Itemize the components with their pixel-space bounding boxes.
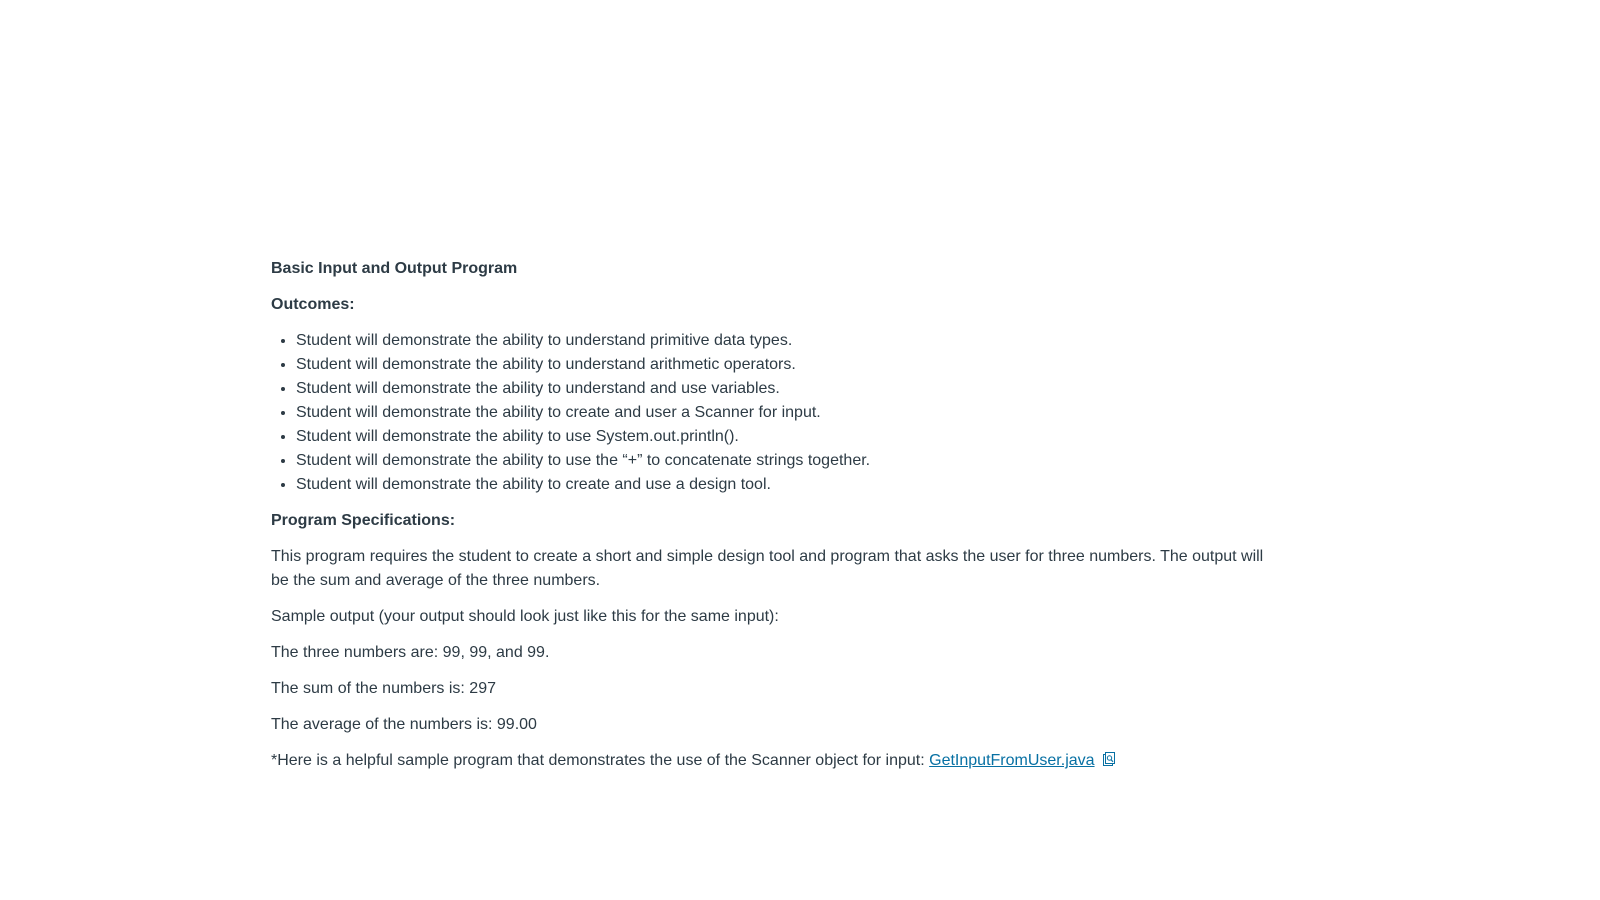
list-item: • Student will demonstrate the ability to use System.out.println(). — [296, 425, 1271, 449]
page-title: Basic Input and Output Program — [271, 260, 518, 277]
list-item: • Student will demonstrate the ability to understand and use variables. — [296, 377, 1271, 401]
outcomes-list — [271, 329, 1271, 497]
specs-heading: Program Specifications: — [271, 512, 456, 529]
list-item: • Student will demonstrate the ability to use the “+” to concatenate strings together. — [296, 449, 1271, 473]
file-link[interactable]: GetInputFromUser.java — [929, 752, 1095, 769]
helper-text: *Here is a helpful sample program that demonstrates the use of the Scanner object for input: — [271, 752, 930, 769]
list-item: • Student will demonstrate the ability to create and use a design tool. — [296, 473, 1271, 497]
sample-line: The average of the numbers is: 99.00 — [271, 716, 537, 733]
list-item: • Student will demonstrate the ability to create and user a Scanner for input. — [296, 401, 1271, 425]
helper-paragraph — [271, 749, 1271, 773]
assignment-description — [271, 257, 1271, 785]
sample-line: The sum of the numbers is: 297 — [271, 680, 496, 697]
list-item: • Student will demonstrate the ability to understand primitive data types. — [296, 329, 1271, 353]
document-preview-icon[interactable] — [1101, 752, 1117, 768]
outcomes-heading: Outcomes: — [271, 296, 355, 313]
sample-line: The three numbers are: 99, 99, and 99. — [271, 644, 550, 661]
sample-intro: Sample output (your output should look just like this for the same input): — [271, 608, 779, 625]
spec-paragraph: This program requires the student to create a short and simple design tool and program that asks the user for three numbers. The output will be the sum and average of the three numbers. — [271, 548, 1264, 589]
list-item: • Student will demonstrate the ability to understand arithmetic operators. — [296, 353, 1271, 377]
